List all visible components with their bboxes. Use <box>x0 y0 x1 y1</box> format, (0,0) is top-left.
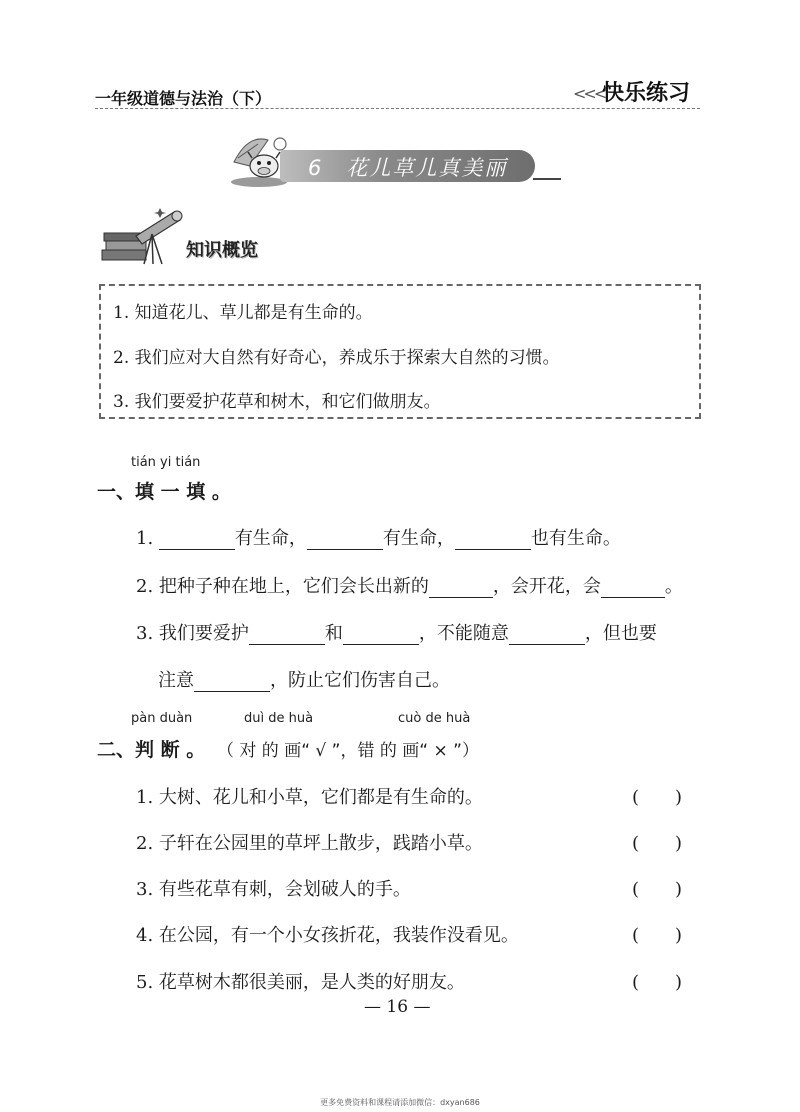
page-header <box>95 70 700 106</box>
section2-pinyin-wrong: cuò de huà <box>398 711 471 726</box>
answer-parentheses[interactable]: ( ) <box>632 833 683 854</box>
knowledge-item: 2. 我们应对大自然有好奇心，养成乐于探索大自然的习惯。 <box>113 348 560 368</box>
section2-instructions: （ 对 的 画“ √ ”，错 的 画“ × ”） <box>217 741 479 761</box>
section1-title: 一、填 一 填 。 <box>97 481 231 503</box>
knowledge-box <box>99 284 701 419</box>
section1-pinyin: tián yi tián <box>131 455 201 470</box>
page-number: — 16 — <box>364 997 431 1017</box>
answer-blank[interactable] <box>509 627 585 645</box>
judge-item: 4. 在公园，有一个小女孩折花，我装作没看见。 <box>136 925 519 946</box>
answer-parentheses[interactable]: ( ) <box>632 787 683 808</box>
footer-note: 更多免费资料和课程请添加微信：dxyan686 <box>320 1098 480 1107</box>
answer-parentheses[interactable]: ( ) <box>632 972 683 993</box>
answer-blank[interactable] <box>601 580 665 598</box>
fill-question-1: 1. 有生命， 有生命， 也有生命。 <box>136 528 621 549</box>
header-divider <box>95 108 700 109</box>
knowledge-overview-heading <box>100 206 280 270</box>
answer-parentheses[interactable]: ( ) <box>632 925 683 946</box>
chevron-left-icon: <<< <box>573 84 605 103</box>
judge-item: 2. 子轩在公园里的草坪上散步，践踏小草。 <box>136 833 483 854</box>
knowledge-item: 3. 我们要爱护花草和树木，和它们做朋友。 <box>113 392 441 412</box>
fill-question-3: 3. 我们要爱护 和 ，不能随意 ，但也要 <box>136 623 657 644</box>
telescope-books-icon <box>100 206 184 268</box>
answer-blank[interactable] <box>455 532 531 550</box>
fill-question-3-continued: 注意 ，防止它们伤害自己。 <box>158 670 450 691</box>
answer-blank[interactable] <box>159 532 235 550</box>
knowledge-heading: 知识概览 <box>186 240 258 261</box>
answer-blank[interactable] <box>429 580 493 598</box>
section2-pinyin-judge: pàn duàn <box>131 711 193 726</box>
judge-item: 1. 大树、花儿和小草，它们都是有生命的。 <box>136 787 483 808</box>
judge-item: 5. 花草树木都很美丽，是人类的好朋友。 <box>136 972 465 993</box>
fill-question-2: 2. 把种子种在地上，它们会长出新的 ，会开花，会 。 <box>136 576 683 597</box>
answer-parentheses[interactable]: ( ) <box>632 879 683 900</box>
lesson-title: 6 花儿草儿真美丽 <box>308 156 508 180</box>
answer-blank[interactable] <box>194 674 270 692</box>
answer-blank[interactable] <box>343 627 419 645</box>
book-title: 一年级道德与法治（下） <box>95 89 272 108</box>
section2-title: 二、判 断 。 <box>97 739 206 761</box>
series-title: 快乐练习 <box>602 81 691 106</box>
answer-blank[interactable] <box>307 532 383 550</box>
knowledge-item: 1. 知道花儿、草儿都是有生命的。 <box>113 303 373 323</box>
title-underline <box>533 178 561 180</box>
judge-item: 3. 有些花草有刺，会划破人的手。 <box>136 879 411 900</box>
answer-blank[interactable] <box>249 627 325 645</box>
lesson-title-banner <box>228 132 568 192</box>
section2-pinyin-correct: duì de huà <box>244 711 314 726</box>
